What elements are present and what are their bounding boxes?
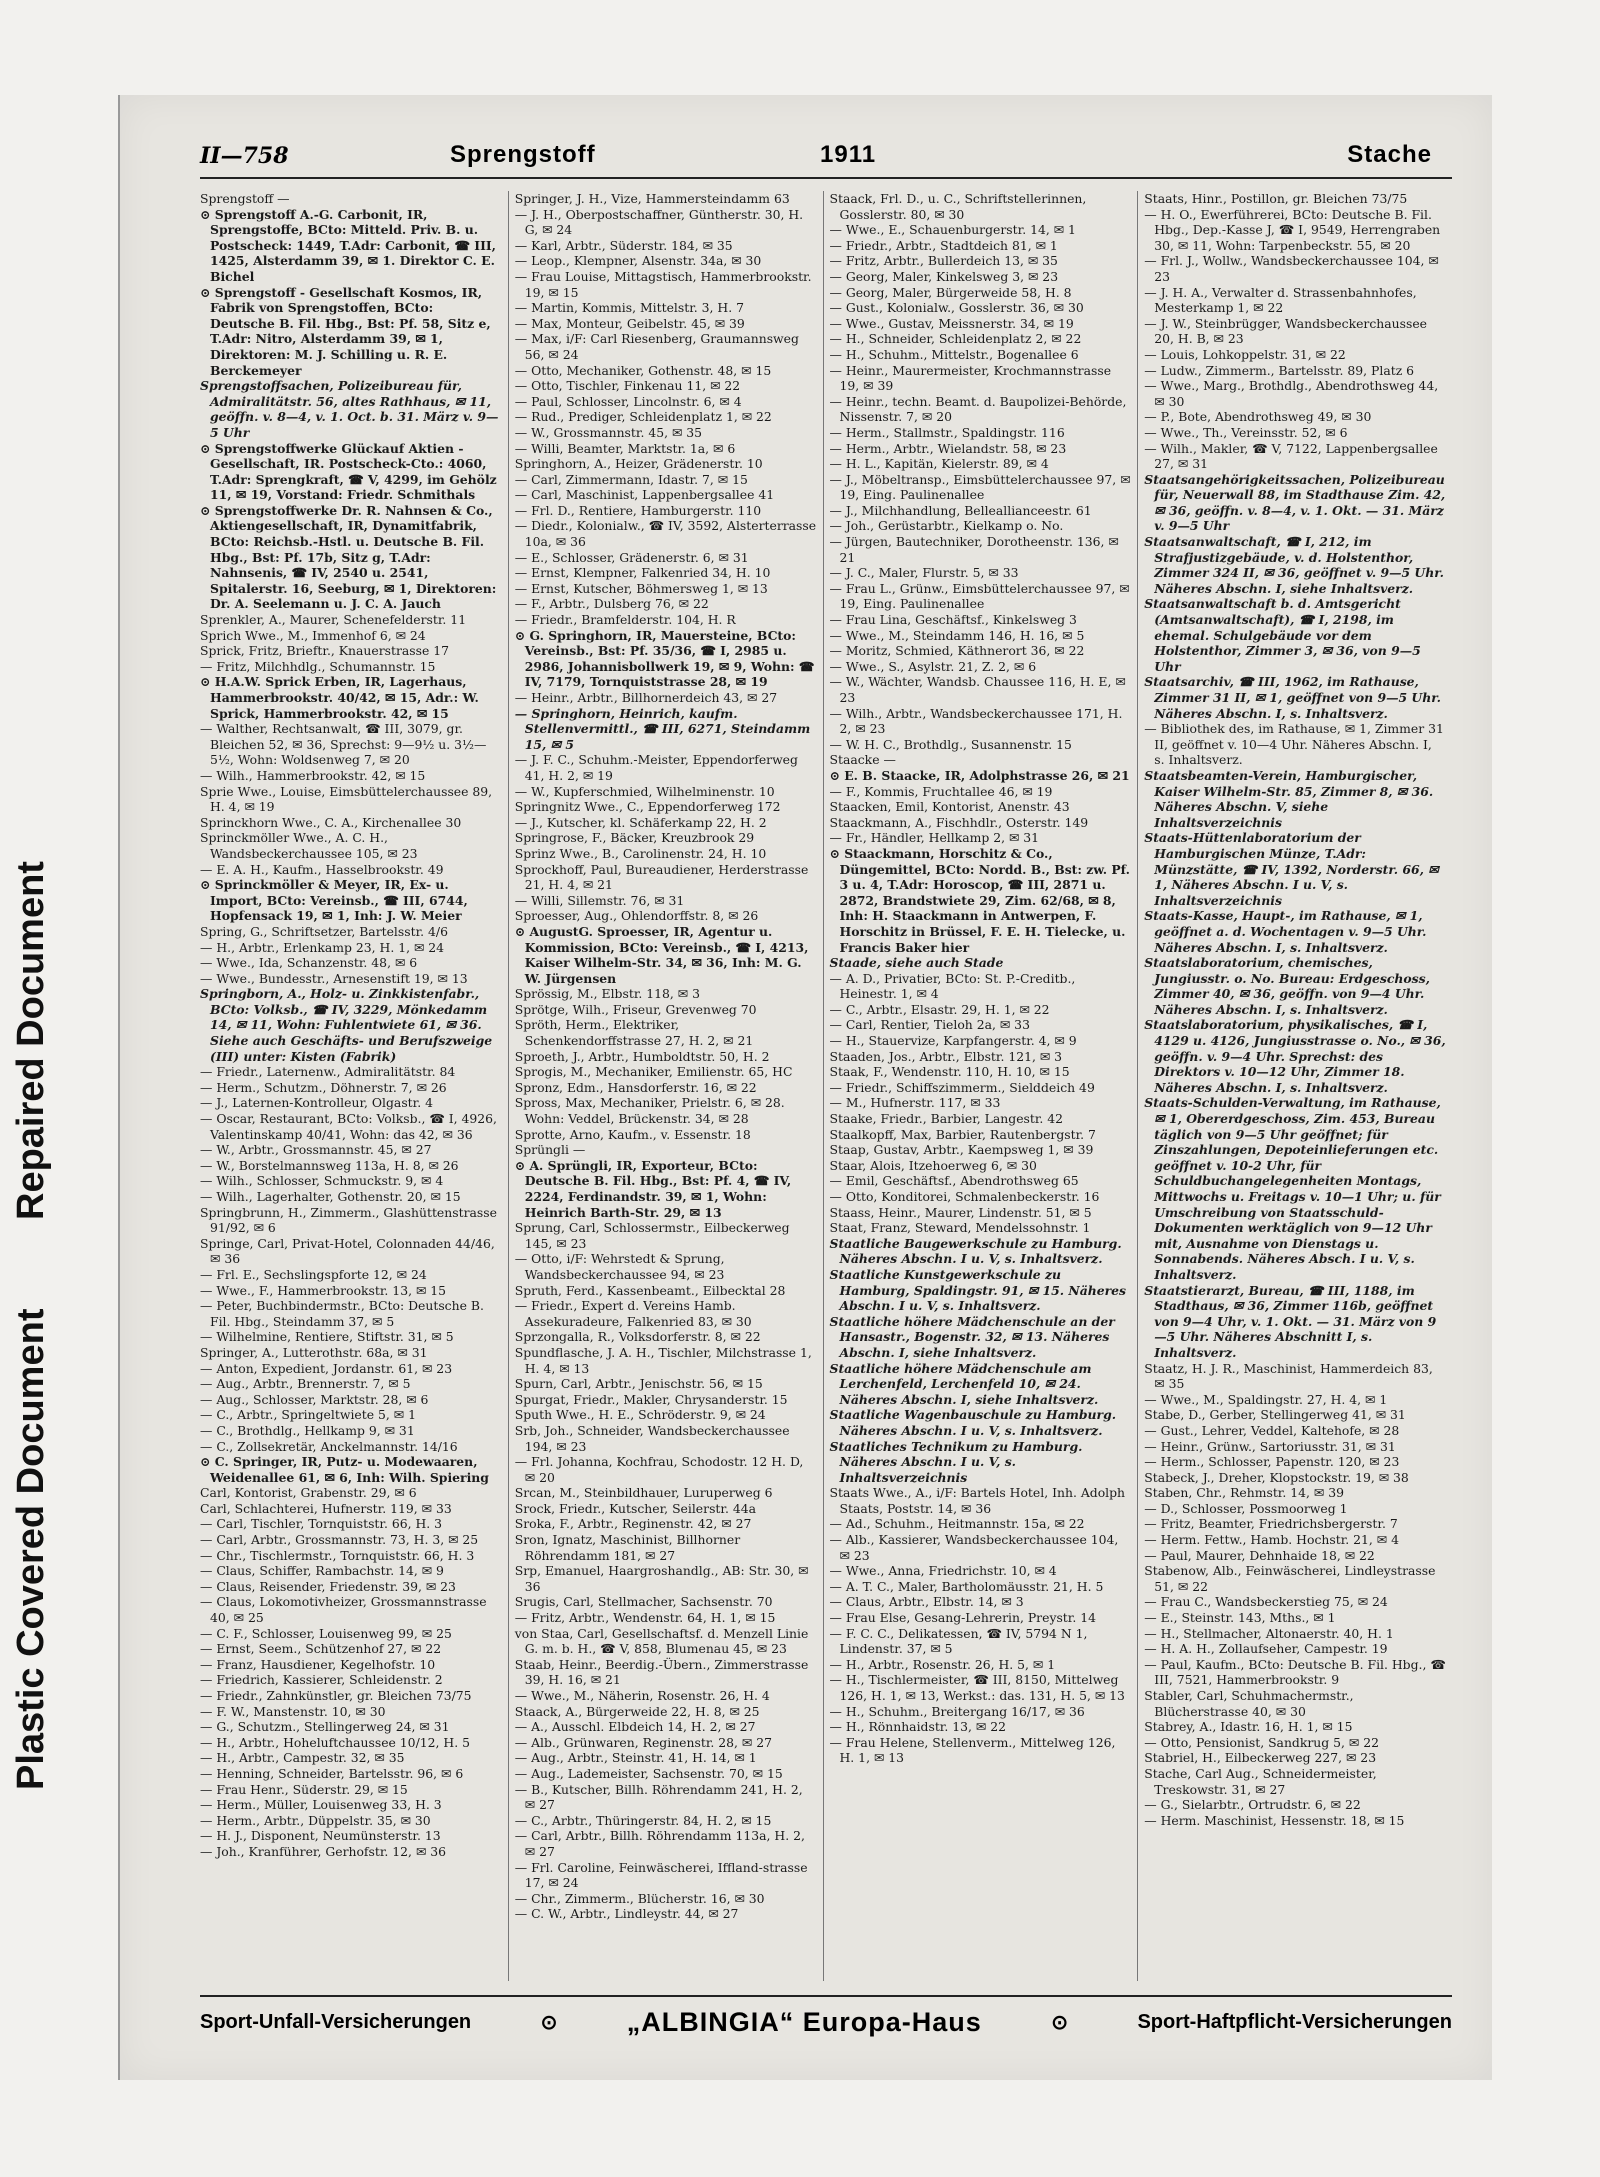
directory-entry: — Paul, Schlosser, Lincolnstr. 6, ✉ 4 [514, 393, 742, 409]
directory-entry: — Fritz, Milchhdlg., Schumannstr. 15 [200, 658, 436, 674]
directory-entry: Springrose, F., Bäcker, Kreuzbrook 29 [514, 830, 755, 846]
directory-entry: ⊙ Sprinckmöller & Meyer, IR, Ex- u. Import, BCto: Vereinsb., ☎ III, 6744, Hopfensack 19, ✉ 1, Inh: J. W. Meier [200, 877, 468, 924]
directory-entry: — W. H. C., Brothdlg., Susannenstr. 15 [829, 736, 1072, 752]
header-right-keyword: Stache [1347, 141, 1432, 168]
directory-entry: — Claus, Schiffer, Rambachstr. 14, ✉ 9 [200, 1563, 444, 1579]
directory-entry: — Wilh., Makler, ☎ V, 7122, Lappenbergsallee 27, ✉ 31 [1144, 440, 1438, 472]
directory-entry: Sprzongalla, R., Volksdorferstr. 8, ✉ 22 [514, 1329, 761, 1345]
directory-entry: — J., Milchhandlung, Belleallianceestr. 61 [829, 502, 1092, 518]
directory-entry: — Frau C., Wandsbeckerstieg 75, ✉ 24 [1144, 1594, 1388, 1610]
directory-entry: Stabeck, J., Dreher, Klopstockstr. 19, ✉ 38 [1144, 1469, 1409, 1485]
directory-entry: Sprenkler, A., Maurer, Schenefelderstr. 11 [200, 612, 467, 628]
directory-entry: Staass, Heinr., Maurer, Lindenstr. 51, ✉ 5 [829, 1204, 1092, 1220]
directory-entry: — F. W., Manstenstr. 10, ✉ 30 [200, 1703, 386, 1719]
directory-entry: Staats-Hüttenlaboratorium der Hamburgischen Münze, T.Adr: Münzstätte, ☎ IV, 1392, Norderstr. 66, ✉ 1, Näheres Abschn. I u. V, s. Inhaltsverzeichnis [1144, 830, 1439, 908]
directory-entry: — Wwe., Gustav, Meissnerstr. 34, ✉ 19 [829, 315, 1074, 331]
directory-entry: — Joh., Gerüstarbtr., Kielkamp o. No. [829, 518, 1064, 534]
directory-entry: ⊙ E. B. Staacke, IR, Adolphstrasse 26, ✉ 21 [829, 767, 1130, 783]
directory-entry: — Gust., Kolonialw., Gosslerstr. 36, ✉ 30 [829, 300, 1084, 316]
directory-entry: — Wwe., M., Spaldingstr. 27, H. 4, ✉ 1 [1144, 1391, 1388, 1407]
directory-entry: — Frau L., Grünw., Eimsbüttelerchaussee 97, ✉ 19, Eing. Paulinenallee [829, 580, 1130, 612]
directory-entry: — C. W., Arbtr., Lindleystr. 44, ✉ 27 [514, 1906, 739, 1922]
directory-entry: Sprinz Wwe., B., Carolinenstr. 24, H. 10 [514, 845, 767, 861]
directory-entry: Staatliche höhere Mädchenschule an der Hansastr., Bogenstr. 32, ✉ 13. Näheres Abschn. I, siehe Inhaltsverz. [829, 1313, 1115, 1360]
directory-entry: Sprogis, M., Mechaniker, Emilienstr. 65, HC [514, 1064, 793, 1080]
directory-entry: Staats Wwe., A., i/F: Bartels Hotel, Inh. Adolph Staats, Poststr. 14, ✉ 36 [829, 1485, 1126, 1516]
directory-entry: — Franz, Hausdiener, Kegelhofstr. 10 [200, 1656, 436, 1672]
directory-entry: — M., Hufnerstr. 117, ✉ 33 [829, 1095, 1001, 1111]
directory-entry: — Fritz, Beamter, Friedrichsbergerstr. 7 [1144, 1516, 1398, 1532]
directory-entry: ⊙ C. Springer, IR, Putz- u. Modewaaren, Weidenallee 61, ✉ 6, Inh: Wilh. Spiering [200, 1454, 489, 1485]
directory-entry: Staap, Gustav, Arbtr., Kaempsweg 1, ✉ 39 [829, 1142, 1094, 1158]
directory-entry: Srp, Emanuel, Haargroshandlg., AB: Str. 30, ✉ 36 [514, 1563, 809, 1594]
directory-entry: Staatstierarzt, Bureau, ☎ III, 1188, im Stadthaus, ✉ 36, Zimmer 116b, geöffnet von 9—4 Uhr, v. 1. Okt. — 31. März von 9—5 Uhr. Näheres Abschnitt I, s. Inhaltsverz. [1144, 1282, 1437, 1360]
directory-entry: — Frl. Caroline, Feinwäscherei, Iffland-strasse 17, ✉ 24 [514, 1859, 808, 1891]
directory-entry: Staade, siehe auch Stade [829, 955, 1004, 971]
directory-entry: — Frl. E., Sechslingspforte 12, ✉ 24 [200, 1266, 427, 1282]
directory-entry: Sputh Wwe., H. E., Schröderstr. 9, ✉ 24 [514, 1407, 766, 1423]
directory-entry: — C., Arbtr., Elsastr. 29, H. 1, ✉ 22 [829, 1001, 1050, 1017]
directory-entry: Spurgat, Friedr., Makler, Chrysanderstr. 15 [514, 1391, 788, 1407]
directory-entry: Spruth, Ferd., Kassenbeamt., Eilbecktal 28 [514, 1282, 786, 1298]
directory-entry: — H. O., Ewerführerei, BCto: Deutsche B. Fil. Hbg., Dep.-Kasse J, ☎ I, 9549, Herrengraben 30, ✉ 11, Wohn: Tarpenbeckstr. 55, ✉ 20 [1144, 206, 1441, 253]
directory-entry: — Emil, Geschäftsf., Abendrothsweg 65 [829, 1173, 1079, 1189]
directory-entry: Springe, Carl, Privat-Hotel, Colonnaden 44/46, ✉ 36 [200, 1235, 495, 1267]
directory-entry: Staatsangehörigkeitssachen, Polizeibureau für, Neuerwall 88, im Stadthause Zim. 42, ✉ 36, geöffn. v. 8—4, v. 1. Okt. — 31. März v. 9—5 Uhr [1144, 471, 1446, 534]
directory-entry: — J., Laternen-Kontrolleur, Olgastr. 4 [200, 1095, 433, 1111]
directory-entry: — Wwe., Anna, Friedrichstr. 10, ✉ 4 [829, 1563, 1057, 1579]
directory-entry: — Frau Helene, Stellenverm., Mittelweg 126, H. 1, ✉ 13 [829, 1734, 1116, 1766]
directory-entry: Stabler, Carl, Schuhmachermstr., Blücherstrasse 40, ✉ 30 [1144, 1688, 1354, 1719]
directory-entry: — Carl, Arbtr., Billh. Röhrendamm 113a, H. 2, ✉ 27 [514, 1828, 805, 1859]
directory-entry: Staak, F., Wendenstr. 110, H. 10, ✉ 15 [829, 1064, 1070, 1080]
directory-entry: Staatsarchiv, ☎ III, 1962, im Rathause, Zimmer 31 II, ✉ 1, geöffnet von 9—5 Uhr. Näheres Abschn. I, s. Inhaltsverz. [1144, 674, 1441, 721]
directory-entry: — Wilh., Hammerbrookstr. 42, ✉ 15 [200, 767, 426, 783]
directory-entry: Staatslaboratorium, physikalisches, ☎ I, 4129 u. 4126, Jungiusstrasse o. No., ✉ 36, geöffn. v. 9—4 Uhr. Sprechst: des Direktors v. 10—12 Uhr, Zimmer 18. Näheres Abschn. I, s. Inhaltsverz. [1144, 1017, 1446, 1095]
directory-entry: Springhorn, A., Heizer, Grädenerstr. 10 [514, 456, 763, 472]
directory-entry: Sprössig, M., Elbstr. 118, ✉ 3 [514, 986, 700, 1002]
directory-entry: Spurn, Carl, Arbtr., Jenischstr. 56, ✉ 15 [514, 1376, 763, 1392]
directory-column-2 [508, 191, 823, 1981]
directory-entry: — C. F., Schlosser, Louisenweg 99, ✉ 25 [200, 1625, 452, 1641]
directory-entry: — Herm., Arbtr., Wielandstr. 58, ✉ 23 [829, 440, 1067, 456]
directory-entry: — Wwe., M., Steindamm 146, H. 16, ✉ 5 [829, 627, 1085, 643]
directory-entry: — Otto, Mechaniker, Gothenstr. 48, ✉ 15 [514, 362, 772, 378]
header-left-keyword: Sprengstoff [450, 141, 596, 168]
directory-entry: Sprüngli — [514, 1142, 586, 1158]
directory-entry: — Leop., Klempner, Alsenstr. 34a, ✉ 30 [514, 253, 762, 269]
directory-entry: — Wwe., Th., Vereinsstr. 52, ✉ 6 [1144, 424, 1348, 440]
directory-entry: — H., Schuhm., Mittelstr., Bogenallee 6 [829, 346, 1079, 362]
directory-entry: — J., Möbeltransp., Eimsbüttelerchaussee 97, ✉ 19, Eing. Paulinenallee [829, 471, 1131, 503]
directory-entry: — C., Arbtr., Springeltwiete 5, ✉ 1 [200, 1407, 416, 1423]
directory-entry: Staacke — [829, 752, 896, 768]
directory-entry: Staats-Kasse, Haupt-, im Rathause, ✉ 1, geöffnet a. d. Wochentagen v. 9—5 Uhr. Näheres Abschn. I, s. Inhaltsverz. [1144, 908, 1427, 955]
directory-entry: — C., Arbtr., Thüringerstr. 84, H. 2, ✉ 15 [514, 1812, 772, 1828]
directory-entry: — B., Kutscher, Billh. Röhrendamm 241, H. 2, ✉ 27 [514, 1781, 803, 1813]
directory-entry: — Friedr., Schiffszimmerm., Sielddeich 49 [829, 1079, 1095, 1095]
directory-entry: — Friedr., Zahnkünstler, gr. Bleichen 73/75 [200, 1688, 472, 1703]
directory-entry: — Wilh., Schlosser, Schmuckstr. 9, ✉ 4 [200, 1173, 444, 1189]
directory-entry: — Ernst, Seem., Schützenhof 27, ✉ 22 [200, 1641, 442, 1657]
directory-entry: — Fritz, Arbtr., Wendenstr. 64, H. 1, ✉ 15 [514, 1610, 776, 1626]
directory-entry: — Wwe., E., Schauenburgerstr. 14, ✉ 1 [829, 222, 1076, 238]
footer-center-text: „ALBINGIA“ Europa-Haus [626, 2006, 982, 2037]
directory-entry: — Ad., Schuhm., Heitmannstr. 15a, ✉ 22 [829, 1516, 1085, 1532]
directory-entry: — Friedr., Laternenw., Admiralitätstr. 84 [200, 1064, 456, 1080]
directory-entry: — Herm. Fettw., Hamb. Hochstr. 21, ✉ 4 [1144, 1532, 1399, 1548]
directory-entry: — Wilh., Lagerhalter, Gothenstr. 20, ✉ 15 [200, 1189, 461, 1204]
directory-entry: — H., Schneider, Schleidenplatz 2, ✉ 22 [829, 331, 1082, 347]
directory-entry: — H., Arbtr., Erlenkamp 23, H. 1, ✉ 24 [200, 939, 445, 955]
directory-entry: — Ernst, Kutscher, Böhmersweg 1, ✉ 13 [514, 580, 768, 596]
directory-entry: Sprick, Fritz, Brieftr., Knauerstrasse 17 [200, 643, 450, 659]
directory-entry: — A. T. C., Maler, Bartholomäusstr. 21, H. 5 [829, 1578, 1104, 1594]
directory-entry: — Otto, Tischler, Finkenau 11, ✉ 22 [514, 378, 741, 394]
directory-entry: — Wilh., Arbtr., Wandsbeckerchaussee 171, H. 2, ✉ 23 [829, 705, 1123, 737]
directory-entry: — Peter, Buchbindermstr., BCto: Deutsche B. Fil. Hbg., Steindamm 37, ✉ 5 [200, 1298, 484, 1329]
directory-entry: — Martin, Kommis, Mittelstr. 3, H. 7 [514, 300, 744, 316]
directory-entry: — Herm., Arbtr., Düppelstr. 35, ✉ 30 [200, 1812, 431, 1828]
directory-entry: — Georg, Maler, Kinkelsweg 3, ✉ 23 [829, 268, 1059, 284]
directory-entry: — W., Arbtr., Grossmannstr. 45, ✉ 27 [200, 1142, 432, 1158]
directory-entry: — Heinr., Grünw., Sartoriusstr. 31, ✉ 31 [1144, 1438, 1396, 1454]
directory-entry: — Claus, Lokomotivheizer, Grossmannstrasse 40, ✉ 25 [200, 1594, 487, 1626]
page-number: II—758 [200, 143, 289, 169]
directory-entry: Sprengstoffsachen, Polizeibureau für, Admiralitätstr. 56, altes Rathhaus, ✉ 11, geöffn. v. 8—4, v. 1. Oct. b. 31. März v. 9—5 Uhr [200, 378, 499, 440]
directory-entry: — Heinr., Arbtr., Billhornerdeich 43, ✉ 27 [514, 690, 778, 705]
directory-entry: Staatliche Wagenbauschule zu Hamburg. Näheres Abschn. I u. V, s. Inhaltsverz. [829, 1407, 1117, 1438]
directory-entry: Srugis, Carl, Stellmacher, Sachsenstr. 70 [514, 1594, 773, 1610]
directory-entry: — E., Schlosser, Grädenerstr. 6, ✉ 31 [514, 549, 749, 565]
directory-entry: — Anton, Expedient, Jordanstr. 61, ✉ 23 [200, 1360, 453, 1376]
directory-entry: Sprung, Carl, Schlossermstr., Eilbeckerweg 145, ✉ 23 [514, 1220, 790, 1251]
directory-entry: — F., Kommis, Fruchtallee 46, ✉ 19 [829, 783, 1053, 799]
directory-entry: — Friedr., Bramfelderstr. 104, H. R [514, 612, 736, 628]
directory-entry: Staacken, Emil, Kontorist, Anenstr. 43 [829, 799, 1070, 815]
directory-entry: ⊙ Sprengstoff - Gesellschaft Kosmos, IR, Fabrik von Sprengstoffen, BCto: Deutsche B. Fil. Hbg., Bst: Pf. 58, Sitz e, T.Adr: Nitro, Alsterdamm 39, ✉ 1, Direktoren: M. J. Schilling u. R. E. Berckemeyer [200, 284, 491, 378]
directory-page [118, 95, 1492, 2080]
directory-entry: ⊙ Sprengstoffwerke Dr. R. Nahnsen & Co., Aktiengesellschaft, IR, Dynamitfabrik, BCto: Reichsb.-Hstl. u. Deutsche B. Fil. Hbg., Bst: Pf. 17b, Sitz g, T.Adr: Nahnsenis, ☎ IV, 2540 u. 2541, Spitalerstr. 16, Seeburg, ✉ 1, Direktoren: Dr. A. Seelemann u. J. C. A. Jauch [200, 502, 497, 612]
directory-entry: — Claus, Reisender, Friedenstr. 39, ✉ 23 [200, 1578, 456, 1594]
directory-entry: — Louis, Lohkoppelstr. 31, ✉ 22 [1144, 346, 1346, 362]
directory-entry: Srb, Joh., Schneider, Wandsbeckerchaussee 194, ✉ 23 [514, 1422, 790, 1454]
directory-entry: Staar, Alois, Itzehoerweg 6, ✉ 30 [829, 1157, 1037, 1173]
directory-entry: — Alb., Grünwaren, Reginenstr. 28, ✉ 27 [514, 1734, 772, 1750]
directory-entry: Spundflasche, J. A. H., Tischler, Milchstrasse 1, H. 4, ✉ 13 [514, 1344, 812, 1376]
directory-entry: ⊙ Sprengstoffwerke Glückauf Aktien - Gesellschaft, IR. Postscheck-Cto.: 4060, T.Adr: Sprengkraft, ☎ V, 4299, im Gehölz 11, ✉ 19, Vorstand: Friedr. Schmithals [200, 440, 497, 503]
directory-entry: — W., Borstelmannsweg 113a, H. 8, ✉ 26 [200, 1157, 459, 1173]
directory-entry: — Herm., Müller, Louisenweg 33, H. 3 [200, 1797, 442, 1813]
directory-entry: — Otto, Konditorei, Schmalenbeckerstr. 16 [829, 1189, 1100, 1204]
directory-entry: Staatsbeamten-Verein, Hamburgischer, Kaiser Wilhelm-Str. 85, Zimmer 8, ✉ 36. Näheres Abschn. V, siehe Inhaltsverzeichnis [1144, 767, 1434, 830]
directory-entry: — W., Wächter, Wandsb. Chaussee 116, H. E, ✉ 23 [829, 674, 1126, 705]
directory-entry: — G., Schutzm., Stellingerweg 24, ✉ 31 [200, 1719, 450, 1735]
directory-entry: — Joh., Kranführer, Gerhofstr. 12, ✉ 36 [200, 1843, 447, 1859]
directory-entry: Sprötge, Wilh., Friseur, Grevenweg 70 [514, 1001, 757, 1017]
directory-entry: Staack, Frl. D., u. C., Schriftstellerinnen, Gosslerstr. 80, ✉ 30 [829, 191, 1087, 222]
directory-entry: — A., Ausschl. Elbdeich 14, H. 2, ✉ 27 [514, 1719, 756, 1735]
directory-entry: — Frau Lina, Geschäftsf., Kinkelsweg 3 [829, 612, 1077, 628]
directory-entry: Springborn, A., Holz- u. Zinkkistenfabr., BCto: Volksb., ☎ IV, 3229, Mönkedamm 14, ✉ 11, Wohn: Fuhlentwiete 61, ✉ 36. Siehe auch Geschäfts- und Berufszweige (III) unter: Kisten (Fabrik) [200, 986, 493, 1064]
directory-entry: Spröth, Herm., Elektriker, Schenkendorffstrasse 27, H. 2, ✉ 21 [514, 1017, 754, 1049]
directory-entry: Staake, Friedr., Barbier, Langestr. 42 [829, 1111, 1064, 1127]
directory-entry: ⊙ H.A.W. Sprick Erben, IR, Lagerhaus, Hammerbrookstr. 40/42, ✉ 15, Adr.: W. Sprick, Hammerbrookstr. 42, ✉ 15 [200, 674, 479, 721]
directory-entry: Stabe, D., Gerber, Stellingerweg 41, ✉ 31 [1144, 1407, 1406, 1423]
directory-entry: Spring, G., Schriftsetzer, Bartelsstr. 4/6 [200, 923, 448, 939]
directory-entry: — W., Grossmannstr. 45, ✉ 35 [514, 424, 703, 440]
directory-entry: — Paul, Kaufm., BCto: Deutsche B. Fil. Hbg., ☎ III, 7521, Hammerbrookstr. 9 [1144, 1656, 1446, 1688]
directory-entry: Srcan, M., Steinbildhauer, Luruperweg 6 [514, 1485, 773, 1501]
directory-entry: — J. C., Maler, Flurstr. 5, ✉ 33 [829, 565, 1019, 581]
directory-entry: — Wwe., F., Hammerbrookstr. 13, ✉ 15 [200, 1282, 447, 1298]
directory-entry: Sron, Ignatz, Maschinist, Billhorner Röhrendamm 181, ✉ 27 [514, 1532, 741, 1563]
directory-entry: Carl, Kontorist, Grabenstr. 29, ✉ 6 [200, 1485, 417, 1501]
directory-entry: — Heinr., Maurermeister, Krochmannstrasse 19, ✉ 39 [829, 362, 1112, 394]
directory-entry: Staaden, Jos., Arbtr., Elbstr. 121, ✉ 3 [829, 1048, 1063, 1064]
footer-right-text: Sport-Haftpflicht-Versicherungen [1137, 2010, 1452, 2033]
directory-entry: Spross, Max, Mechaniker, Prielstr. 6, ✉ 28. Wohn: Veddel, Brückenstr. 34, ✉ 28 [514, 1095, 785, 1127]
directory-entry: — Max, Monteur, Geibelstr. 45, ✉ 39 [514, 315, 745, 331]
directory-entry: — H. L., Kapitän, Kielerstr. 89, ✉ 4 [829, 456, 1049, 472]
directory-entry: Staatsanwaltschaft b. d. Amtsgericht (Amtsanwaltschaft), ☎ I, 2198, im ehemal. Schulgebäude vor dem Holstenthor, Zimmer 3, ✉ 36, von 9—5 Uhr [1144, 596, 1421, 674]
directory-entry: — Herm. Maschinist, Hessenstr. 18, ✉ 15 [1144, 1812, 1405, 1828]
directory-entry: — D., Schlosser, Possmoorweg 1 [1144, 1500, 1348, 1516]
directory-entry: — Frau Henr., Süderstr. 29, ✉ 15 [200, 1781, 408, 1797]
directory-entry: — H., Arbtr., Rosenstr. 26, H. 5, ✉ 1 [829, 1656, 1056, 1672]
directory-entry: — Herm., Stallmstr., Spaldingstr. 116 [829, 424, 1065, 440]
directory-entry: Staalkopff, Max, Barbier, Rautenbergstr. 7 [829, 1126, 1096, 1142]
directory-entry: — Jürgen, Bautechniker, Dorotheenstr. 136, ✉ 21 [829, 534, 1119, 565]
directory-entry: — Karl, Arbtr., Süderstr. 184, ✉ 35 [514, 237, 733, 253]
directory-entry: — Georg, Maler, Bürgerweide 58, H. 8 [829, 284, 1072, 300]
directory-entry: — Ludw., Zimmerm., Bartelsstr. 89, Platz 6 [1144, 362, 1415, 378]
directory-entry: — Diedr., Kolonialw., ☎ IV, 3592, Alsterterrasse 10a, ✉ 36 [514, 518, 817, 550]
directory-entry: — Moritz, Schmied, Käthnerort 36, ✉ 22 [829, 643, 1085, 659]
directory-entry: von Staa, Carl, Gesellschaftsf. d. Menzell Linie G. m. b. H., ☎ V, 858, Blumenau 45, ✉ 23 [514, 1625, 809, 1657]
directory-entry: Staatliche Baugewerkschule zu Hamburg. Näheres Abschn. I u. V, s. Inhaltsverz. [829, 1235, 1122, 1267]
directory-entry: Stabriel, H., Eilbeckerweg 227, ✉ 23 [1144, 1750, 1377, 1766]
directory-entry: ⊙ AugustG. Sproesser, IR, Agentur u. Kommission, BCto: Vereinsb., ☎ I, 4213, Kaiser Wilhelm-Str. 34, ✉ 36, Inh: M. G. W. Jürgensen [514, 923, 809, 986]
directory-entry: Carl, Schlachterei, Hufnerstr. 119, ✉ 33 [200, 1500, 452, 1516]
directory-entry: — Henning, Schneider, Bartelsstr. 96, ✉ 6 [200, 1765, 464, 1781]
directory-entry: — H., Rönnhaidstr. 13, ✉ 22 [829, 1719, 1006, 1735]
directory-entry: — F., Arbtr., Dulsberg 76, ✉ 22 [514, 596, 709, 612]
footer-left-separator: ⊙ [540, 2011, 558, 2034]
footer-right-separator: ⊙ [1051, 2011, 1069, 2034]
directory-entry: — A. D., Privatier, BCto: St. P.-Creditb., Heinestr. 1, ✉ 4 [829, 970, 1076, 1002]
directory-column-3 [823, 191, 1138, 1981]
directory-entry: — Bibliothek des, im Rathause, ✉ 1, Zimmer 31 II, geöffnet v. 10—4 Uhr. Näheres Abschn. I, s. Inhaltsverz. [1144, 721, 1444, 768]
directory-entry: Staackmann, A., Fischhdlr., Osterstr. 149 [829, 814, 1089, 830]
directory-entry: — Ernst, Klempner, Falkenried 34, H. 10 [514, 565, 771, 581]
directory-entry: — F. C. C., Delikatessen, ☎ IV, 5794 N 1, Lindenstr. 37, ✉ 5 [829, 1625, 1088, 1657]
directory-entry: — Frau Else, Gesang-Lehrerin, Preystr. 14 [829, 1610, 1096, 1626]
directory-column-4 [1137, 191, 1452, 1981]
directory-entry: — E., Steinstr. 143, Mths., ✉ 1 [1144, 1610, 1336, 1626]
directory-entry: Staatliches Technikum zu Hamburg. Näheres Abschn. I u. V, s. Inhaltsverzeichnis [829, 1438, 1083, 1485]
directory-entry: Staatliche höhere Mädchenschule am Lerchenfeld, Lerchenfeld 10, ✉ 24. Näheres Abschn. I, siehe Inhaltsverz. [829, 1360, 1099, 1407]
directory-entry: — Walther, Rechtsanwalt, ☎ III, 3079, gr. Bleichen 52, ✉ 36, Sprechst: 9—9½ u. 3½—5½, Wohn: Woldsenweg 7, ✉ 20 [200, 721, 487, 768]
directory-entry: Sprinckmöller Wwe., A. C. H., Wandsbeckerchaussee 105, ✉ 23 [200, 830, 418, 861]
directory-entry: Staack, A., Bürgerweide 22, H. 8, ✉ 25 [514, 1703, 760, 1719]
footer-left-text: Sport-Unfall-Versicherungen [200, 2010, 472, 2033]
directory-entry: Stabenow, Alb., Feinwäscherei, Lindleystrasse 51, ✉ 22 [1144, 1563, 1436, 1594]
header-year: 1911 [820, 141, 877, 168]
directory-entry: — H. A. H., Zollaufseher, Campestr. 19 [1144, 1641, 1388, 1657]
directory-entry: — H., Tischlermeister, ☎ III, 8150, Mittelweg 126, H. 1, ✉ 13, Werkst.: das. 131, H. 5, ✉ 13 [829, 1672, 1125, 1703]
directory-entry: — C., Zollsekretär, Anckelmannstr. 14/16 [200, 1438, 458, 1454]
directory-entry: — Herm., Schlosser, Papenstr. 120, ✉ 23 [1144, 1454, 1400, 1470]
directory-entry: Sprie Wwe., Louise, Eimsbüttelerchaussee 89, H. 4, ✉ 19 [200, 783, 493, 815]
directory-column-1 [200, 191, 508, 1981]
directory-entry: — Paul, Maurer, Dehnhaide 18, ✉ 22 [1144, 1547, 1375, 1563]
directory-entry: Springer, A., Lutterothstr. 68a, ✉ 31 [200, 1344, 428, 1360]
directory-entry: — J. H. A., Verwalter d. Strassenbahnhofes, Mesterkamp 1, ✉ 22 [1144, 284, 1417, 316]
directory-entry: — C., Brothdlg., Hellkamp 9, ✉ 31 [200, 1422, 415, 1438]
directory-entry: Staab, Heinr., Beerdig.-Übern., Zimmerstrasse 39, H. 16, ✉ 21 [514, 1656, 809, 1688]
directory-entry: — Claus, Arbtr., Elbstr. 14, ✉ 3 [829, 1594, 1024, 1610]
directory-entry: — Aug., Arbtr., Steinstr. 41, H. 14, ✉ 1 [514, 1750, 757, 1766]
directory-entry: — Carl, Rentier, Tieloh 2a, ✉ 33 [829, 1017, 1030, 1033]
directory-entry: Staatz, H. J. R., Maschinist, Hammerdeich 83, ✉ 35 [1144, 1360, 1433, 1392]
directory-entry: ⊙ A. Sprüngli, IR, Exporteur, BCto: Deutsche B. Fil. Hbg., Bst: Pf. 4, ☎ IV, 2224, Ferdinandstr. 39, ✉ 1, Wohn: Heinrich Barth-Str. 29, ✉ 13 [514, 1157, 792, 1220]
directory-entry: Springnitz Wwe., C., Eppendorferweg 172 [514, 799, 781, 815]
directory-entry: — Rud., Prediger, Schleidenplatz 1, ✉ 22 [514, 409, 772, 425]
directory-entry: — Willi, Sillemstr. 76, ✉ 31 [514, 892, 685, 908]
directory-entry: — Springhorn, Heinrich, kaufm. Stellenvermittl., ☎ III, 6271, Steindamm 15, ✉ 5 [514, 705, 811, 752]
directory-entry: Spronz, Edm., Hansdorferstr. 16, ✉ 22 [514, 1079, 757, 1095]
directory-entry: — Carl, Maschinist, Lappenbergsallee 41 [514, 487, 775, 503]
directory-entry: Sproesser, Aug., Ohlendorffstr. 8, ✉ 26 [514, 908, 759, 924]
directory-entry: Springbrunn, H., Zimmerm., Glashüttenstrasse 91/92, ✉ 6 [200, 1204, 497, 1236]
directory-entry: Staatliche Kunstgewerkschule zu Hamburg, Spaldingstr. 91, ✉ 15. Näheres Abschn. I u. V, s. Inhaltsverz. [829, 1266, 1127, 1314]
directory-entry: — Frl. D., Rentiere, Hamburgerstr. 110 [514, 502, 762, 518]
directory-entry: — H., Stauervize, Karpfangerstr. 4, ✉ 9 [829, 1033, 1077, 1049]
directory-entry: Sprockhoff, Paul, Bureaudiener, Herderstrasse 21, H. 4, ✉ 21 [514, 861, 809, 893]
side-label [10, 700, 60, 1800]
directory-entry: Sprotte, Arno, Kaufm., v. Essenstr. 18 [514, 1126, 751, 1142]
directory-entry: Sprengstoff — [200, 191, 290, 206]
directory-entry: — Max, i/F: Carl Riesenberg, Graumannsweg 56, ✉ 24 [514, 331, 799, 362]
directory-columns [200, 191, 1452, 1981]
directory-entry: Staatsanwaltschaft, ☎ I, 212, im Strafjustizgebäude, v. d. Holstenthor, Zimmer 324 II, ✉ 36, geöffnet v. 9—5 Uhr. Näheres Abschn. I, siehe Inhaltsverz. [1144, 534, 1444, 596]
directory-entry: — Wwe., Bundesstr., Arnesenstift 19, ✉ 13 [200, 970, 468, 986]
directory-entry: — Chr., Zimmerm., Blücherstr. 16, ✉ 30 [514, 1890, 765, 1906]
directory-entry: — Aug., Arbtr., Brennerstr. 7, ✉ 5 [200, 1376, 411, 1392]
directory-entry: — H., Arbtr., Hoheluftchaussee 10/12, H. 5 [200, 1734, 470, 1750]
directory-entry: — Willi, Beamter, Marktstr. 1a, ✉ 6 [514, 440, 736, 456]
directory-entry: ⊙ Staackmann, Horschitz & Co., Düngemittel, BCto: Nordd. B., Bst: zw. Pf. 3 u. 4, T.Adr: Horoscop, ☎ III, 2871 u. 2872, Brandstwiete 29, Zim. 62/68, ✉ 8, Inh: H. Staackmann in Antwerpen, F. Horschitz in Brüssel, F. E. H. Tielecke, u. Francis Baker hier [829, 845, 1130, 955]
directory-entry: — Friedr., Arbtr., Stadtdeich 81, ✉ 1 [829, 237, 1058, 253]
directory-entry: — E. A. H., Kaufm., Hasselbrookstr. 49 [200, 861, 444, 877]
directory-entry: — P., Bote, Abendrothsweg 49, ✉ 30 [1144, 409, 1372, 425]
directory-entry: — Wwe., Ida, Schanzenstr. 48, ✉ 6 [200, 955, 418, 971]
directory-entry: — Aug., Lademeister, Sachsenstr. 70, ✉ 15 [514, 1765, 783, 1781]
directory-entry: — W., Kupferschmied, Wilhelminenstr. 10 [514, 783, 775, 799]
side-label-plastic-covered: Plastic Covered Document [10, 1308, 52, 1790]
directory-entry: — Carl, Arbtr., Grossmannstr. 73, H. 3, ✉ 25 [200, 1532, 479, 1548]
directory-entry: ⊙ G. Springhorn, IR, Mauersteine, BCto: Vereinsb., Bst: Pf. 35/36, ☎ I, 2985 u. 2986, Johannisbollwerk 19, ✉ 9, Wohn: ☎ IV, 7179, Tornquiststrasse 28, ✉ 19 [514, 627, 815, 690]
directory-entry: Sprinckhorn Wwe., C. A., Kirchenallee 30 [200, 814, 462, 830]
directory-entry: — Alb., Kassierer, Wandsbeckerchaussee 104, ✉ 23 [829, 1532, 1119, 1563]
directory-entry: Springer, J. H., Vize, Hammersteindamm 63 [514, 191, 790, 206]
side-label-repaired: Repaired Document [10, 861, 52, 1220]
directory-entry: Staats-Schulden-Verwaltung, im Rathause, ✉ 1, Obererdgeschoss, Zim. 453, Bureau täglich von 9—5 Uhr geöffnet; für Zinszahlungen, Depoteinlieferungen etc. geöffnet v. 10-2 Uhr, für Schuldbuchangelegenheiten Montags, Mittwochs u. Freitags v. 10—1 Uhr; u. für Umschreibung von Staatsschuld-Dokumenten werktäglich von 9—12 Uhr mit, Ausnahme von Dienstags u. Sonnabends. Näheres Absch. I u. V, s. Inhaltsverz. [1144, 1095, 1441, 1282]
directory-entry: Sproeth, J., Arbtr., Humboldtstr. 50, H. 2 [514, 1048, 770, 1064]
directory-entry: Sprich Wwe., M., Immenhof 6, ✉ 24 [200, 627, 426, 643]
directory-entry: — Wwe., Marg., Brothdlg., Abendrothsweg 44, ✉ 30 [1144, 378, 1439, 409]
directory-entry: — J. F. C., Schuhm.-Meister, Eppendorferweg 41, H. 2, ✉ 19 [514, 752, 798, 783]
directory-entry: Sroka, F., Arbtr., Reginenstr. 42, ✉ 27 [514, 1516, 752, 1532]
directory-entry: Staats, Hinr., Postillon, gr. Bleichen 73/75 [1144, 191, 1408, 206]
directory-entry: — J. W., Steinbrügger, Wandsbeckerchaussee 20, H. B, ✉ 23 [1144, 315, 1428, 347]
directory-entry: — Fritz, Arbtr., Bullerdeich 13, ✉ 35 [829, 253, 1058, 269]
directory-entry: — H., Schuhm., Breitergang 16/17, ✉ 36 [829, 1703, 1085, 1719]
directory-entry: — Frl. J., Wollw., Wandsbeckerchaussee 104, ✉ 23 [1144, 253, 1439, 284]
directory-entry: Srock, Friedr., Kutscher, Seilerstr. 44a [514, 1500, 756, 1516]
directory-entry: — Carl, Tischler, Tornquiststr. 66, H. 3 [200, 1516, 443, 1532]
directory-entry: Stache, Carl Aug., Schneidermeister, Treskowstr. 31, ✉ 27 [1144, 1765, 1377, 1797]
directory-entry: — Wwe., S., Asylstr. 21, Z. 2, ✉ 6 [829, 658, 1037, 674]
directory-entry: — Chr., Tischlermstr., Tornquiststr. 66, H. 3 [200, 1547, 475, 1563]
directory-entry: — Gust., Lehrer, Veddel, Kaltehofe, ✉ 28 [1144, 1422, 1400, 1438]
directory-entry: ⊙ Sprengstoff A.-G. Carbonit, IR, Sprengstoffe, BCto: Mitteld. Priv. B. u. Postscheck: 1449, T.Adr: Carbonit, ☎ III, 1425, Alsterdamm 39, ✉ 1. Direktor C. E. Bichel [200, 206, 496, 284]
directory-entry: — Fr., Händler, Hellkamp 2, ✉ 31 [829, 830, 1040, 846]
directory-entry: — Frl. Johanna, Kochfrau, Schodostr. 12 H. D, ✉ 20 [514, 1454, 804, 1485]
directory-entry: Staben, Chr., Rehmstr. 14, ✉ 39 [1144, 1485, 1344, 1501]
directory-entry: — Oscar, Restaurant, BCto: Volksb., ☎ I, 4926, Valentinskamp 40/41, Wohn: das 42, ✉ 36 [200, 1111, 497, 1142]
directory-entry: — Frau Louise, Mittagstisch, Hammerbrookstr. 19, ✉ 15 [514, 268, 812, 300]
page-header [200, 137, 1452, 179]
directory-entry: — Wilhelmine, Rentiere, Stiftstr. 31, ✉ 5 [200, 1329, 454, 1345]
directory-entry: — Otto, i/F: Wehrstedt & Sprung, Wandsbeckerchaussee 94, ✉ 23 [514, 1251, 725, 1282]
directory-entry: — Wwe., M., Näherin, Rosenstr. 26, H. 4 [514, 1688, 770, 1703]
directory-entry: Staat, Franz, Steward, Mendelssohnstr. 1 [829, 1220, 1091, 1236]
directory-entry: — H., Arbtr., Campestr. 32, ✉ 35 [200, 1750, 405, 1766]
directory-entry: — Aug., Schlosser, Marktstr. 28, ✉ 6 [200, 1391, 429, 1407]
directory-entry: — J. H., Oberpostschaffner, Güntherstr. 30, H. G, ✉ 24 [514, 206, 804, 238]
directory-entry: — Friedr., Expert d. Vereins Hamb. Assekuradeure, Falkenried 83, ✉ 30 [514, 1298, 752, 1329]
directory-entry: Stabrey, A., Idastr. 16, H. 1, ✉ 15 [1144, 1719, 1353, 1735]
directory-entry: — J., Kutscher, kl. Schäferkamp 22, H. 2 [514, 814, 767, 830]
directory-entry: — Herm., Schutzm., Döhnerstr. 7, ✉ 26 [200, 1079, 447, 1095]
advertisement-footer [200, 1995, 1452, 2047]
directory-entry: — Heinr., techn. Beamt. d. Baupolizei-Behörde, Nissenstr. 7, ✉ 20 [829, 393, 1127, 425]
directory-entry: — Carl, Zimmermann, Idastr. 7, ✉ 15 [514, 471, 748, 487]
directory-entry: — H., Stellmacher, Altonaerstr. 40, H. 1 [1144, 1625, 1394, 1641]
directory-entry: — H. J., Disponent, Neumünsterstr. 13 [200, 1828, 441, 1844]
directory-entry: — Friedrich, Kassierer, Schleidenstr. 2 [200, 1672, 443, 1688]
directory-entry: — Otto, Pensionist, Sandkrug 5, ✉ 22 [1144, 1734, 1379, 1750]
directory-entry: — G., Sielarbtr., Ortrudstr. 6, ✉ 22 [1144, 1797, 1361, 1813]
directory-entry: Staatslaboratorium, chemisches, Jungiusstr. o. No. Bureau: Erdgeschoss, Zimmer 40, ✉ 36, geöffn. von 9—4 Uhr. Näheres Abschn. I, s. Inhaltsverz. [1144, 955, 1430, 1017]
